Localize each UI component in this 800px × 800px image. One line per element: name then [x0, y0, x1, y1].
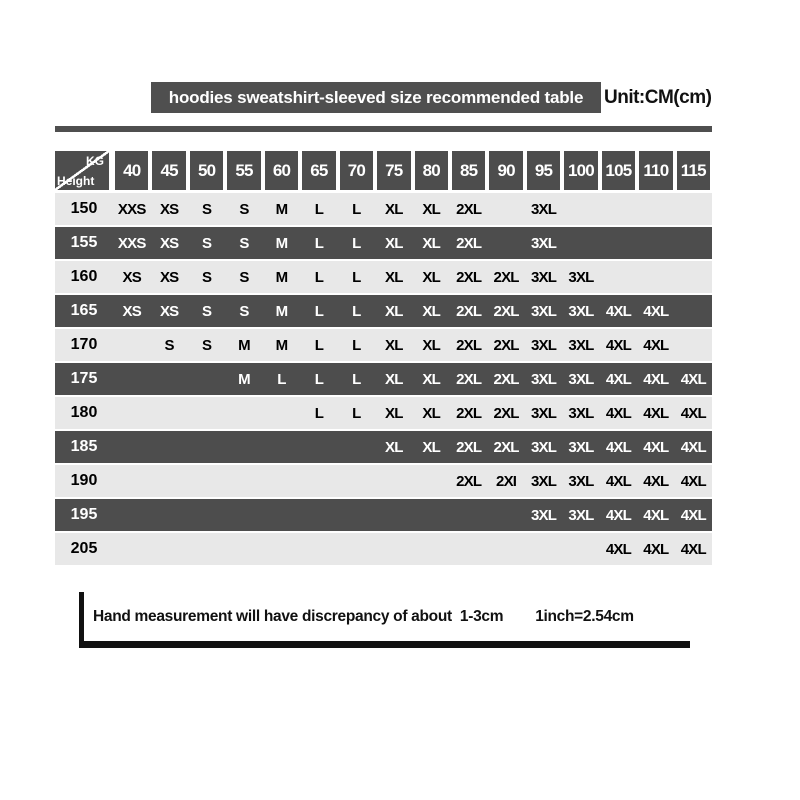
size-cell-150-95: 3XL [530, 200, 557, 218]
size-cell-155-50: S [201, 234, 212, 252]
size-cell-160-95: 3XL [530, 268, 557, 286]
size-cell-150-70: L [352, 200, 361, 218]
weight-header-80 [413, 151, 450, 190]
table-row-height-190 [55, 465, 712, 497]
size-cell-185-80: XL [422, 438, 440, 456]
size-cell-190-115: 4XL [680, 472, 706, 490]
size-cell-205-110: 4XL [643, 540, 669, 558]
size-cell-155-80: XL [422, 234, 440, 252]
size-cell-180-110: 4XL [643, 404, 669, 422]
weight-header-70 [338, 151, 375, 190]
size-cell-155-70: L [352, 234, 361, 252]
weight-header-label: 60 [265, 151, 298, 190]
size-cell-160-75: XL [384, 268, 403, 286]
weight-header-45 [150, 151, 187, 190]
height-label: 165 [70, 302, 98, 319]
weight-header-label: 110 [639, 151, 672, 190]
title-bar [151, 82, 601, 113]
size-cell-155-40: XXS [117, 234, 146, 252]
size-cell-165-40: XS [122, 302, 141, 320]
height-axis-label: Height [57, 174, 95, 188]
weight-header-label: 45 [152, 151, 185, 190]
height-label: 155 [70, 234, 98, 251]
size-cell-170-100: 3XL [568, 336, 594, 354]
size-cell-170-110: 4XL [643, 336, 669, 354]
height-label: 195 [70, 506, 98, 523]
height-label: 190 [70, 472, 98, 489]
size-cell-155-75: XL [384, 234, 403, 252]
size-cell-170-50: S [201, 336, 212, 354]
size-cell-160-80: XL [422, 268, 440, 286]
size-cell-160-55: S [239, 268, 249, 286]
size-cell-160-40: XS [122, 268, 141, 286]
size-cell-180-95: 3XL [530, 404, 557, 422]
weight-header-label: 115 [677, 151, 710, 190]
size-cell-185-115: 4XL [680, 438, 706, 456]
size-cell-175-105: 4XL [605, 370, 631, 388]
title-text: hoodies sweatshirt-sleeved size recommended table [168, 87, 584, 107]
size-cell-170-70: L [352, 336, 361, 354]
size-cell-170-95: 3XL [530, 336, 557, 354]
size-cell-165-75: XL [384, 302, 403, 320]
table-row-height-170 [55, 329, 712, 361]
size-cell-155-60: M [275, 234, 288, 252]
size-cell-190-85: 2XL [456, 472, 482, 490]
size-cell-150-55: S [239, 200, 249, 218]
size-cell-160-60: M [275, 268, 288, 286]
height-label: 180 [70, 404, 98, 421]
weight-header-50 [188, 151, 225, 190]
table-row-height-195 [55, 499, 712, 531]
size-cell-175-70: L [352, 370, 361, 388]
size-cell-165-85: 2XL [456, 302, 482, 320]
size-cell-165-65: L [314, 302, 324, 320]
height-label: 175 [70, 370, 98, 387]
size-cell-175-95: 3XL [530, 370, 557, 388]
size-cell-190-105: 4XL [605, 472, 631, 490]
table-row-height-180 [55, 397, 712, 429]
size-cell-195-100: 3XL [568, 506, 594, 524]
divider-bar [55, 126, 712, 132]
size-cell-180-85: 2XL [456, 404, 482, 422]
weight-header-100 [562, 151, 599, 190]
weight-header-label: 100 [564, 151, 597, 190]
weight-header-115 [675, 151, 712, 190]
size-cell-180-70: L [352, 404, 361, 422]
size-cell-180-115: 4XL [680, 404, 706, 422]
weight-header-label: 65 [302, 151, 335, 190]
size-cell-155-85: 2XL [456, 234, 482, 252]
size-table [55, 151, 712, 567]
size-cell-175-115: 4XL [680, 370, 706, 388]
size-cell-165-55: S [239, 302, 249, 320]
table-row-height-165 [55, 295, 712, 327]
size-cell-170-45: S [164, 336, 174, 354]
weight-header-60 [263, 151, 300, 190]
size-cell-150-65: L [314, 200, 324, 218]
size-cell-150-80: XL [422, 200, 440, 218]
size-cell-150-75: XL [384, 200, 403, 218]
size-cell-155-95: 3XL [530, 234, 557, 252]
size-cell-185-105: 4XL [605, 438, 631, 456]
size-cell-185-85: 2XL [456, 438, 482, 456]
weight-header-105 [600, 151, 637, 190]
size-cell-155-65: L [314, 234, 324, 252]
size-cell-205-105: 4XL [605, 540, 631, 558]
height-label: 160 [70, 268, 98, 285]
size-cell-160-65: L [314, 268, 324, 286]
measurement-note: Hand measurement will have discrepancy of about 1-3cm [93, 607, 504, 625]
size-cell-170-105: 4XL [605, 336, 631, 354]
size-cell-160-85: 2XL [456, 268, 482, 286]
size-cell-160-90: 2XL [493, 268, 519, 286]
height-label: 205 [70, 540, 98, 557]
size-cell-165-80: XL [422, 302, 440, 320]
size-cell-190-100: 3XL [568, 472, 594, 490]
size-cell-155-45: XS [159, 234, 179, 252]
size-cell-170-65: L [314, 336, 324, 354]
height-label: 185 [70, 438, 98, 455]
weight-header-90 [487, 151, 524, 190]
height-label: 150 [70, 200, 98, 217]
size-cell-180-100: 3XL [568, 404, 594, 422]
kg-axis-label: KG [86, 154, 104, 168]
size-cell-155-55: S [239, 234, 249, 252]
size-cell-165-60: M [275, 302, 288, 320]
weight-header-label: 40 [115, 151, 148, 190]
weight-header-95 [525, 151, 562, 190]
table-body [55, 193, 712, 565]
size-cell-165-45: XS [159, 302, 179, 320]
weight-header-55 [225, 151, 262, 190]
size-cell-175-90: 2XL [493, 370, 519, 388]
size-cell-165-105: 4XL [605, 302, 631, 320]
table-row-height-160 [55, 261, 712, 293]
corner-cell [55, 151, 109, 190]
weight-header-label: 55 [227, 151, 260, 190]
size-cell-160-70: L [352, 268, 361, 286]
size-cell-160-45: XS [159, 268, 179, 286]
size-cell-185-95: 3XL [530, 438, 557, 456]
size-cell-150-85: 2XL [456, 200, 482, 218]
size-cell-190-90: 2XI [496, 472, 517, 490]
size-cell-180-105: 4XL [605, 404, 631, 422]
size-cell-195-110: 4XL [643, 506, 669, 524]
size-cell-185-100: 3XL [568, 438, 594, 456]
weight-header-label: 80 [415, 151, 448, 190]
size-cell-150-60: M [275, 200, 288, 218]
size-cell-160-50: S [201, 268, 212, 286]
size-cell-170-80: XL [422, 336, 440, 354]
weight-header-label: 85 [452, 151, 485, 190]
size-cell-175-60: L [277, 370, 286, 388]
size-cell-170-75: XL [384, 336, 403, 354]
table-header-row [55, 151, 712, 190]
weight-header-label: 50 [190, 151, 223, 190]
size-cell-170-85: 2XL [456, 336, 482, 354]
size-cell-170-60: M [275, 336, 288, 354]
weight-header-75 [375, 151, 412, 190]
size-cell-195-115: 4XL [680, 506, 706, 524]
weight-header-85 [450, 151, 487, 190]
size-cell-175-75: XL [384, 370, 403, 388]
table-row-height-150 [55, 193, 712, 225]
size-cell-175-80: XL [422, 370, 440, 388]
weight-header-label: 75 [377, 151, 410, 190]
weight-header-65 [300, 151, 337, 190]
unit-label: Unit:CM(cm) [604, 87, 712, 108]
size-cell-180-75: XL [384, 404, 403, 422]
size-cell-150-50: S [201, 200, 212, 218]
size-cell-190-95: 3XL [530, 472, 557, 490]
size-cell-175-55: M [238, 370, 250, 388]
size-cell-185-110: 4XL [643, 438, 669, 456]
weight-header-40 [113, 151, 150, 190]
footer-note-box [79, 592, 690, 648]
weight-header-label: 105 [602, 151, 635, 190]
size-cell-175-110: 4XL [643, 370, 669, 388]
size-cell-205-115: 4XL [680, 540, 706, 558]
size-cell-195-95: 3XL [530, 506, 557, 524]
table-row-height-175 [55, 363, 712, 395]
size-cell-190-110: 4XL [643, 472, 669, 490]
height-label: 170 [70, 336, 98, 353]
corner-cell-wrap [55, 151, 113, 190]
size-cell-185-75: XL [384, 438, 403, 456]
size-cell-165-90: 2XL [493, 302, 519, 320]
size-cell-165-110: 4XL [643, 302, 669, 320]
inch-conversion: 1inch=2.54cm [535, 607, 634, 625]
size-cell-165-70: L [352, 302, 361, 320]
size-cell-165-50: S [201, 302, 212, 320]
weight-header-label: 90 [489, 151, 522, 190]
size-cell-195-105: 4XL [605, 506, 631, 524]
weight-header-label: 70 [340, 151, 373, 190]
size-cell-165-100: 3XL [568, 302, 594, 320]
weight-header-label: 95 [527, 151, 560, 190]
size-cell-180-65: L [314, 404, 324, 422]
size-cell-175-65: L [314, 370, 324, 388]
size-cell-150-40: XXS [117, 200, 146, 218]
size-cell-185-90: 2XL [493, 438, 519, 456]
size-cell-170-55: M [238, 336, 250, 354]
table-row-height-185 [55, 431, 712, 463]
size-cell-175-85: 2XL [456, 370, 482, 388]
size-cell-150-45: XS [159, 200, 179, 218]
size-cell-175-100: 3XL [568, 370, 594, 388]
size-cell-160-100: 3XL [568, 268, 594, 286]
size-cell-170-90: 2XL [493, 336, 519, 354]
size-cell-180-90: 2XL [493, 404, 519, 422]
table-row-height-205 [55, 533, 712, 565]
table-row-height-155 [55, 227, 712, 259]
size-cell-165-95: 3XL [530, 302, 557, 320]
size-cell-180-80: XL [422, 404, 440, 422]
weight-header-110 [637, 151, 674, 190]
